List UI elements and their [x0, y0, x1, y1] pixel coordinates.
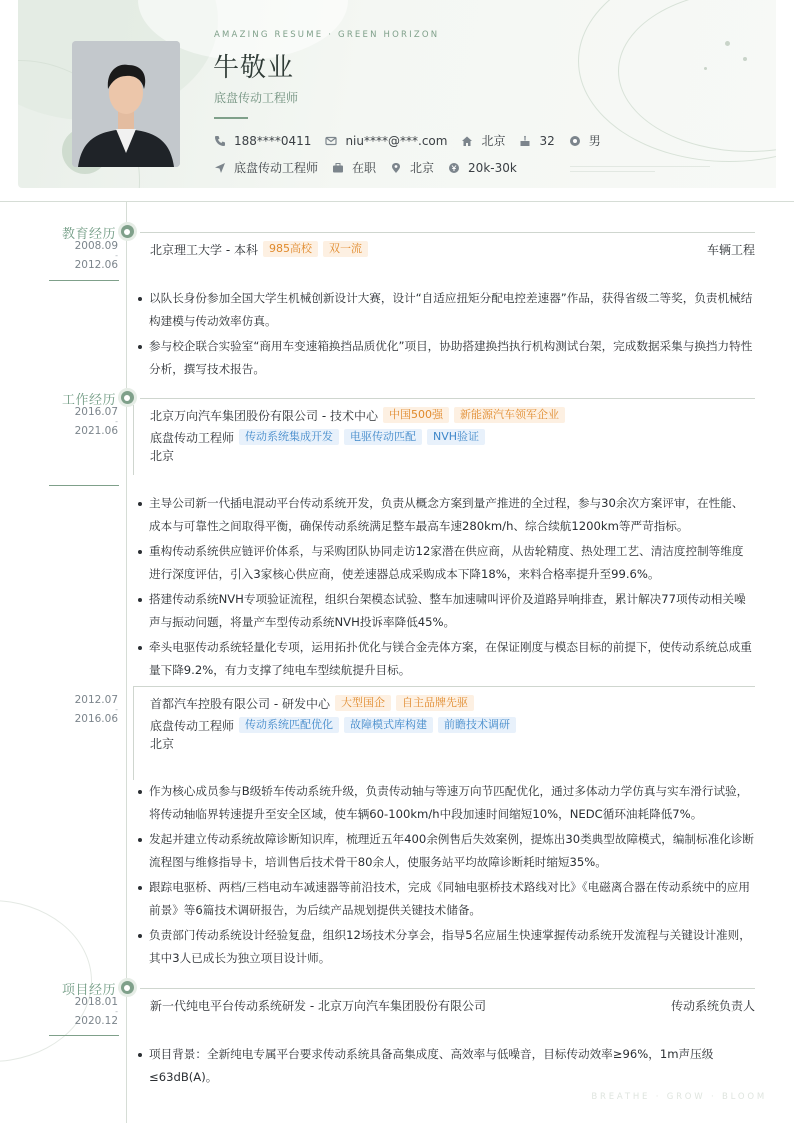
role-tag: 传动系统集成开发 — [239, 429, 339, 445]
age-item — [519, 134, 554, 148]
date-separator: - — [115, 705, 118, 714]
status-item — [332, 159, 376, 176]
decor-dot — [725, 41, 730, 46]
section-title-education: 教育经历 — [61, 227, 116, 242]
section-rule — [140, 398, 755, 399]
home-icon — [461, 135, 473, 147]
section-title-work: 工作经历 — [61, 393, 116, 408]
list-item: 牵头电驱传动系统轻量化专项，运用拓扑优化与镁合金壳体方案，在保证刚度与模态目标的前提下，使传动系统总成重量下降9.2%，有力支撑了纯电车型续航提升目标。 — [136, 636, 754, 681]
project-entry-head — [150, 996, 755, 1014]
job-dates — [75, 407, 118, 437]
major: 车辆工程 — [706, 242, 755, 257]
footer-watermark: BREATHE · GROW · BLOOM — [591, 1092, 767, 1102]
header-divider — [0, 201, 794, 202]
send-icon — [214, 162, 226, 174]
job-entry-head — [150, 694, 755, 752]
school-tag: 双一流 — [323, 241, 368, 257]
contact-row — [214, 132, 615, 149]
date-start: 2018.01 — [74, 996, 118, 1008]
decor-dot — [704, 67, 707, 70]
job-role: 底盘传动工程师 — [150, 718, 235, 733]
briefcase-icon — [332, 162, 344, 174]
list-item: 搭建传动系统NVH专项验证流程，组织台架模态试验、整车加速啸叫评价及道路异响排查，累计解决77项传动相关噪声与振动问题，将量产车型传动系统NVH投诉率降低45%。 — [136, 588, 754, 633]
list-item: 发起并建立传动系统故障诊断知识库，梳理近五年400余例售后失效案例，提炼出30类典型故障模式，编制标准化诊断流程图与维修指导卡，培训售后技术骨干80余人，使服务站平均故障诊断耗时缩短35%。 — [136, 828, 754, 873]
salary-item — [448, 161, 517, 175]
salary-text: 20k-30k — [468, 160, 517, 175]
mail-icon — [325, 135, 337, 147]
date-start: 2008.09 — [74, 240, 118, 252]
decor-line — [570, 171, 655, 172]
list-item: 以队长身份参加全国大学生机械创新设计大赛，设计“自适应扭矩分配电控差速器”作品，获得省级二等奖，负责机械结构建模与传动效率仿真。 — [136, 287, 754, 332]
email-item — [325, 134, 447, 148]
gender-item — [569, 132, 601, 149]
role-tag: NVH验证 — [427, 429, 485, 445]
candidate-name: 牛敬业 — [213, 53, 295, 83]
school-name: 北京理工大学 - 本科 — [150, 242, 258, 257]
education-dates — [75, 241, 118, 271]
job-entry-head — [150, 406, 755, 464]
age-text: 32 — [539, 133, 555, 148]
salary-icon — [448, 162, 460, 174]
timeline-node — [121, 391, 134, 404]
job-city: 北京 — [150, 736, 175, 751]
date-separator: - — [115, 417, 118, 426]
project-bullets — [136, 1043, 754, 1091]
project-role: 传动系统负责人 — [670, 998, 755, 1013]
job-bullets — [136, 780, 754, 972]
education-bullets — [136, 287, 754, 383]
candidate-title: 底盘传动工程师 — [214, 91, 299, 105]
phone-icon — [214, 135, 226, 147]
date-underline — [49, 485, 119, 486]
resume-tagline: AMAZING RESUME · GREEN HORIZON — [214, 30, 440, 40]
project-name: 新一代纯电平台传动系统研发 - 北京万向汽车集团股份有限公司 — [150, 998, 486, 1013]
company-name: 首都汽车控股有限公司 - 研发中心 — [150, 696, 330, 711]
company-name: 北京万向汽车集团股份有限公司 - 技术中心 — [150, 408, 378, 423]
job-intent-row — [214, 159, 531, 176]
list-item: 作为核心成员参与B级轿车传动系统升级，负责传动轴与等速万向节匹配优化，通过多体动力学仿真与实车滑行试验，将传动轴临界转速提升至安全区域，使车辆60-100km/h中段加速时间缩短10%，NEDC循环油耗降低7%。 — [136, 780, 754, 825]
date-underline — [49, 280, 119, 281]
city-item — [390, 159, 434, 176]
date-start: 2012.07 — [74, 694, 118, 706]
target-role-text: 底盘传动工程师 — [234, 161, 319, 175]
city-text: 北京 — [410, 161, 435, 175]
job-bracket — [133, 405, 134, 475]
company-tag: 新能源汽车领军企业 — [454, 407, 565, 423]
role-tag: 故障模式库构建 — [344, 717, 433, 733]
company-tag: 中国500强 — [383, 407, 449, 423]
date-end: 2021.06 — [74, 425, 118, 437]
phone-item — [214, 134, 311, 148]
section-rule — [140, 232, 755, 233]
target-role-item — [214, 159, 318, 176]
gender-icon — [569, 135, 581, 147]
timeline-node — [121, 225, 134, 238]
date-end: 2020.12 — [74, 1015, 118, 1027]
list-item: 重构传动系统供应链评价体系，与采购团队协同走访12家潜在供应商，从齿轮精度、热处理工艺、清洁度控制等维度进行深度评估，引入3家核心供应商，使差速器总成采购成本下降18%，来料合格率提升至99.6%。 — [136, 540, 754, 585]
date-start: 2016.07 — [74, 406, 118, 418]
date-separator: - — [115, 251, 118, 260]
school-tag: 985高校 — [263, 241, 318, 257]
list-item: 项目背景：全新纯电专属平台要求传动系统具备高集成度、高效率与低噪音，目标传动效率≥96%，1m声压级≤63dB(A)。 — [136, 1043, 754, 1088]
date-separator: - — [115, 1007, 118, 1016]
job-divider — [133, 686, 755, 687]
decor-line — [570, 166, 710, 167]
job-dates — [75, 695, 118, 725]
timeline-node — [121, 981, 134, 994]
role-tag: 前瞻技术调研 — [438, 717, 516, 733]
gender-text: 男 — [588, 134, 601, 148]
role-tag: 传动系统匹配优化 — [239, 717, 339, 733]
date-end: 2012.06 — [74, 259, 118, 271]
date-underline — [49, 1035, 119, 1036]
avatar — [72, 41, 180, 167]
list-item: 参与校企联合实验室“商用车变速箱换挡品质优化”项目，协助搭建换挡执行机构测试台架，完成数据采集与换挡力特性分析，撰写技术报告。 — [136, 335, 754, 380]
project-dates — [75, 997, 118, 1027]
company-tag: 自主品牌先驱 — [396, 695, 474, 711]
date-end: 2016.06 — [74, 713, 118, 725]
list-item: 主导公司新一代插电混动平台传动系统开发，负责从概念方案到量产推进的全过程，参与30余次方案评审，在性能、成本与可靠性之间取得平衡，确保传动系统满足整车最高车速280km/h、综合续航1200km等严苛指标。 — [136, 492, 754, 537]
role-tag: 电驱传动匹配 — [344, 429, 422, 445]
job-role: 底盘传动工程师 — [150, 430, 235, 445]
home-text: 北京 — [481, 134, 506, 148]
job-city: 北京 — [150, 448, 175, 463]
list-item: 跟踪电驱桥、两档/三档电动车减速器等前沿技术，完成《同轴电驱桥技术路线对比》《电磁离合器在传动系统中的应用前景》等6篇技术调研报告，为后续产品规划提供关键技术储备。 — [136, 876, 754, 921]
company-tag: 大型国企 — [335, 695, 391, 711]
section-rule — [140, 988, 755, 989]
decor-dot — [743, 57, 747, 61]
education-entry-head — [150, 240, 755, 258]
phone-text: 188****0411 — [234, 133, 312, 148]
section-title-project: 项目经历 — [61, 983, 116, 998]
cake-icon — [519, 135, 531, 147]
list-item: 负责部门传动系统设计经验复盘，组织12场技术分享会，指导5名应届生快速掌握传动系统开发流程与关键设计准则，其中3人已成长为独立项目设计师。 — [136, 924, 754, 969]
job-bracket — [133, 686, 134, 780]
job-bullets — [136, 492, 754, 684]
location-pin-icon — [390, 162, 402, 174]
email-text: niu****@***.com — [345, 133, 448, 148]
title-underline — [214, 117, 248, 119]
status-text: 在职 — [352, 161, 377, 175]
home-item — [461, 132, 505, 149]
